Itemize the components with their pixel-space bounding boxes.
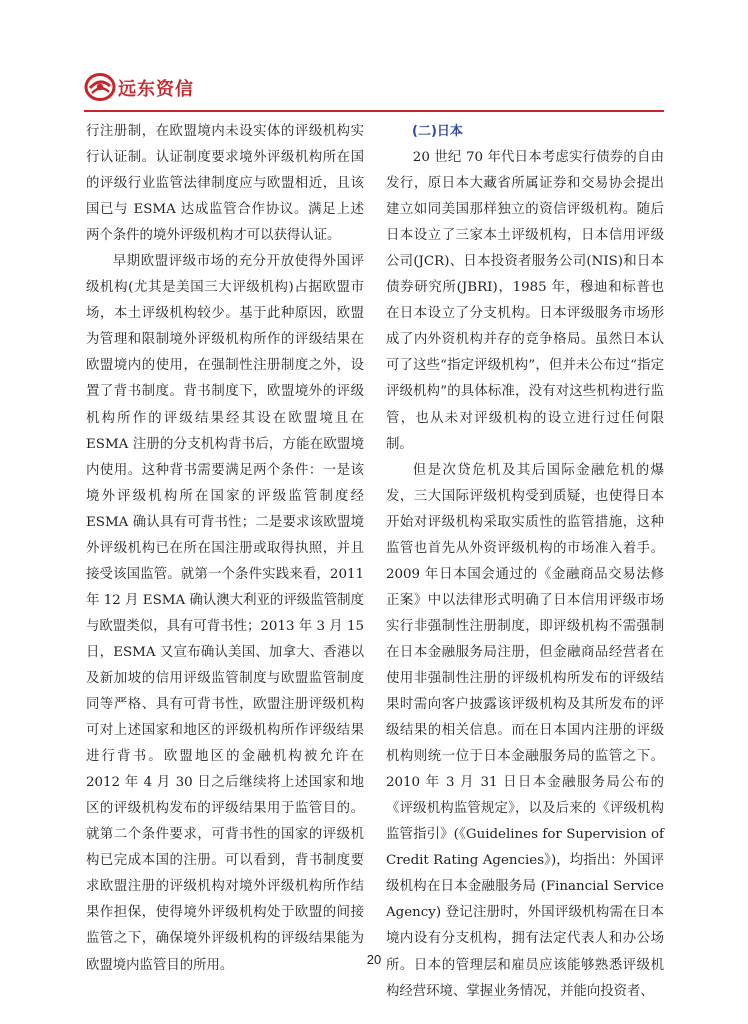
brand-logo [84, 72, 204, 104]
body-paragraph: 但是次贷危机及其后国际金融危机的爆发，三大国际评级机构受到质疑，也使得日本开始对评级机构采取实质性的监管措施，这种监管也首先从外资评级机构的市场准入着手。2009 年日本国会通过的《金融商品交易法修正案》中以法律形式明确了日本信用评级市场实行非强制性注册制度，即评级机构不需强制在日本金融服务局注册，但金融商品经营者在使用非强制性注册的评级机构所发布的评级结果时需向客户披露该评级机构及其所发布的评级结果的相关信息。而在日本国内注册的评级机构则统一位于日本金融服务局的监管之下。2010 年 3 月 31 日日本金融服务局公布的《评级机构监管规定》，以及后来的《评级机构监管指引》(《Guidelines for Supervision of Credit Rating Agencies》)，均指出：外国评级机构在日本金融服务局 (Financial Service Agency) 登记注册时，外国评级机构需在日本境内设有分支机构，拥有法定代表人和办公场所。日本的管理层和雇员应该能够熟悉评级机构经营环境、掌握业务情况，并能向投资者、 [386, 462, 664, 999]
body-paragraph: 行注册制，在欧盟境内未设实体的评级机构实行认证制。认证制度要求境外评级机构所在国的评级行业监管法律制度应与欧盟相近，且该国已与 ESMA 达成监管合作协议。满足上述两个条件的境外评级机构才可以获得认证。 [86, 124, 364, 244]
section-heading: (二)日本 [412, 124, 463, 139]
header-divider [84, 110, 664, 112]
left-column [86, 119, 364, 979]
page-number: 20 [366, 952, 382, 967]
logo-text: 远东资信 [118, 79, 194, 100]
body-paragraph: 20 世纪 70 年代日本考虑实行债券的自由发行，原日本大藏省所属证券和交易协会提出建立如同美国那样独立的资信评级机构。随后日本设立了三家本土评级机构，日本信用评级公司(JCR)、日本投资者服务公司(NIS)和日本债券研究所(JBRI)，1985 年，穆迪和标普也在日本设立了分支机构。日本评级服务市场形成了内外资机构并存的竞争格局。虽然日本认可了这些“指定评级机构”，但并未公布过“指定评级机构”的具体标准，没有对这些机构进行监管，也从未对评级机构的设立进行过任何限制。 [386, 150, 664, 452]
right-column [386, 119, 664, 1005]
body-paragraph: 早期欧盟评级市场的充分开放使得外国评级机构(尤其是美国三大评级机构)占据欧盟市场，本土评级机构较少。基于此种原因，欧盟为管理和限制境外评级机构所作的评级结果在欧盟境内的使用，在强制性注册制度之外，设置了背书制度。背书制度下，欧盟境外的评级机构所作的评级结果经其设在欧盟境且在 ESMA 注册的分支机构背书后，方能在欧盟境内使用。这种背书需要满足两个条件：一是该境外评级机构所在国家的评级监管制度经 ESMA 确认具有可背书性；二是要求该欧盟境外评级机构已在所在国注册或取得执照，并且接受该国监管。就第一个条件实践来看，2011 年 12 月 ESMA 确认澳大利亚的评级监管制度与欧盟类似，具有可背书性；2013 年 3 月 15 日，ESMA 又宣布确认美国、加拿大、香港以及新加坡的信用评级监管制度与欧盟监管制度同等严格、具有可背书性，欧盟注册评级机构可对上述国家和地区的评级机构所作评级结果进行背书。欧盟地区的金融机构被允许在 2012 年 4 月 30 日之后继续将上述国家和地区的评级机构发布的评级结果用于监管目的。就第二个条件要求，可背书性的国家的评级机构已完成本国的注册。可以看到，背书制度要求欧盟注册的评级机构对境外评级机构所作结果作担保，使得境外评级机构处于欧盟的间接监管之下，确保境外评级机构的评级结果能为欧盟境内监管目的所用。 [86, 254, 364, 973]
logo-emblem-icon [84, 72, 116, 102]
